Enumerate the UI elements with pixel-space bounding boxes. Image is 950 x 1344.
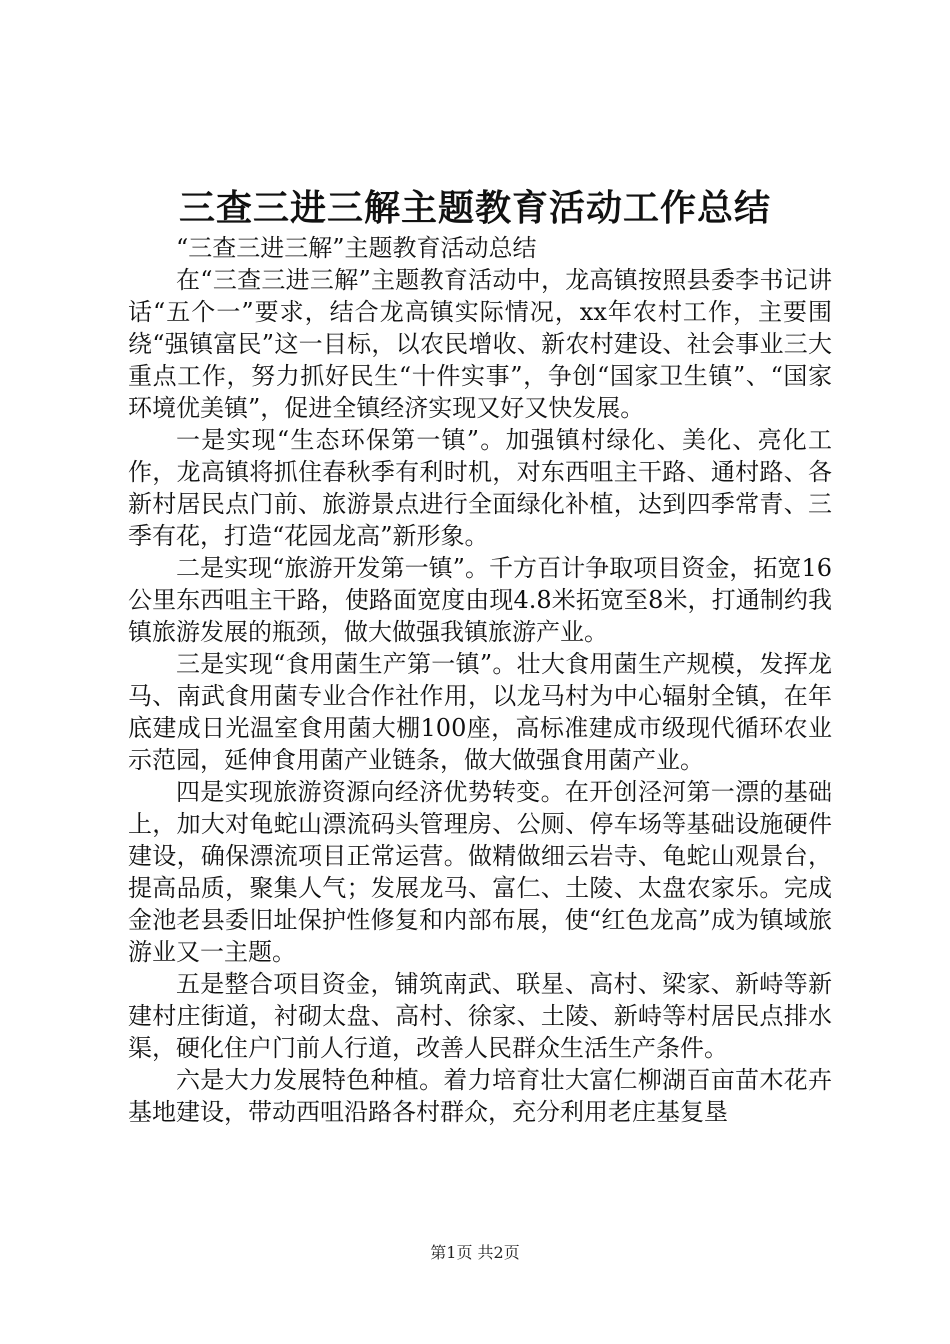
paragraph-subtitle: “三查三进三解”主题教育活动总结 bbox=[176, 234, 537, 262]
document-body bbox=[128, 232, 832, 1128]
paragraph-point-4: 四是实现旅游资源向经济优势转变。在开创泾河第一漂的基础上，加大对龟蛇山漂流码头管理房、公厕、停车场等基础设施硬件建设，确保漂流项目正常运营。做精做细云岩寺、龟蛇山观景台，提高品质，聚集人气；发展龙马、富仁、土陵、太盘农家乐。完成金池老县委旧址保护性修复和内部布展，使“红色龙高”成为镇域旅游业又一主题。 bbox=[128, 778, 832, 966]
paragraph-point-5: 五是整合项目资金，铺筑南武、联星、高村、梁家、新峙等新建村庄街道，衬砌太盘、高村、徐家、土陵、新峙等村居民点排水渠，硬化住户门前人行道，改善人民群众生活生产条件。 bbox=[128, 970, 832, 1062]
document-title: 三查三进三解主题教育活动工作总结 bbox=[178, 187, 771, 229]
page-number: 第1页 共2页 bbox=[430, 1243, 520, 1262]
paragraph-point-3: 三是实现“食用菌生产第一镇”。壮大食用菌生产规模，发挥龙马、南武食用菌专业合作社作用，以龙马村为中心辐射全镇，在年底建成日光温室食用菌大棚100座，高标准建成市级现代循环农业示范园，延伸食用菌产业链条，做大做强食用菌产业。 bbox=[128, 650, 832, 774]
paragraph-intro: 在“三查三进三解”主题教育活动中，龙高镇按照县委李书记讲话“五个一”要求，结合龙高镇实际情况，xx年农村工作，主要围绕“强镇富民”这一目标，以农民增收、新农村建设、社会事业三大重点工作，努力抓好民生“十件实事”，争创“国家卫生镇”、“国家环境优美镇”，促进全镇经济实现又好又快发展。 bbox=[128, 266, 832, 422]
paragraph-point-2: 二是实现“旅游开发第一镇”。千方百计争取项目资金，拓宽16公里东西咀主干路，使路面宽度由现4.8米拓宽至8米，打通制约我镇旅游发展的瓶颈，做大做强我镇旅游产业。 bbox=[128, 554, 832, 646]
paragraph-point-6: 六是大力发展特色种植。着力培育壮大富仁柳湖百亩苗木花卉基地建设，带动西咀沿路各村群众，充分利用老庄基复垦 bbox=[128, 1066, 832, 1126]
paragraph-point-1: 一是实现“生态环保第一镇”。加强镇村绿化、美化、亮化工作，龙高镇将抓住春秋季有利时机，对东西咀主干路、通村路、各新村居民点门前、旅游景点进行全面绿化补植，达到四季常青、三季有花，打造“花园龙高”新形象。 bbox=[128, 426, 832, 550]
